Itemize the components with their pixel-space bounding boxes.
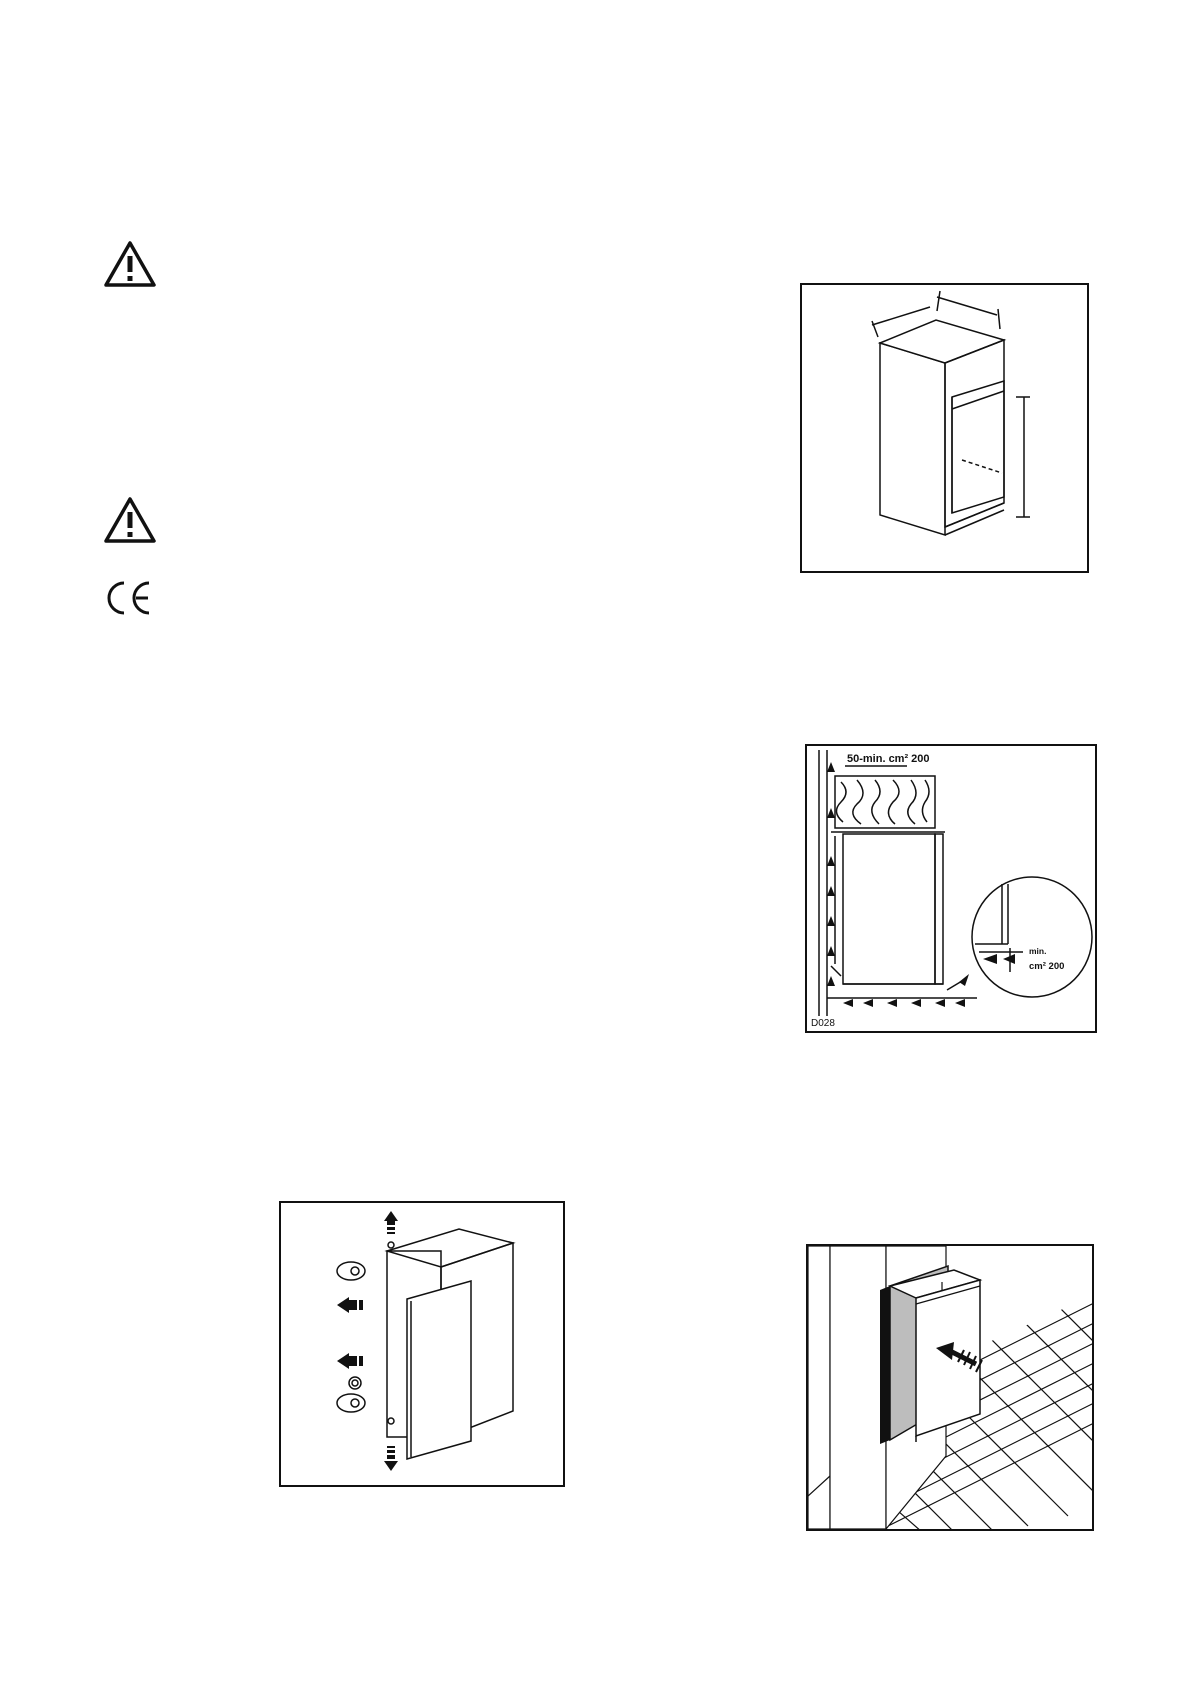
detail-min-label: min. (1029, 946, 1047, 956)
warning-icon (103, 496, 157, 544)
niche-dimensions-figure (800, 283, 1089, 573)
figure-code: D028 (811, 1018, 835, 1029)
detail-value-label: cm² 200 (1029, 961, 1065, 972)
ce-mark-icon (104, 580, 154, 616)
installation-figure (806, 1244, 1094, 1531)
door-reversal-figure (279, 1201, 565, 1487)
warning-icon (103, 240, 157, 288)
ventilation-figure (805, 744, 1097, 1033)
ventilation-top-label: 50-min. cm² 200 (847, 753, 930, 765)
